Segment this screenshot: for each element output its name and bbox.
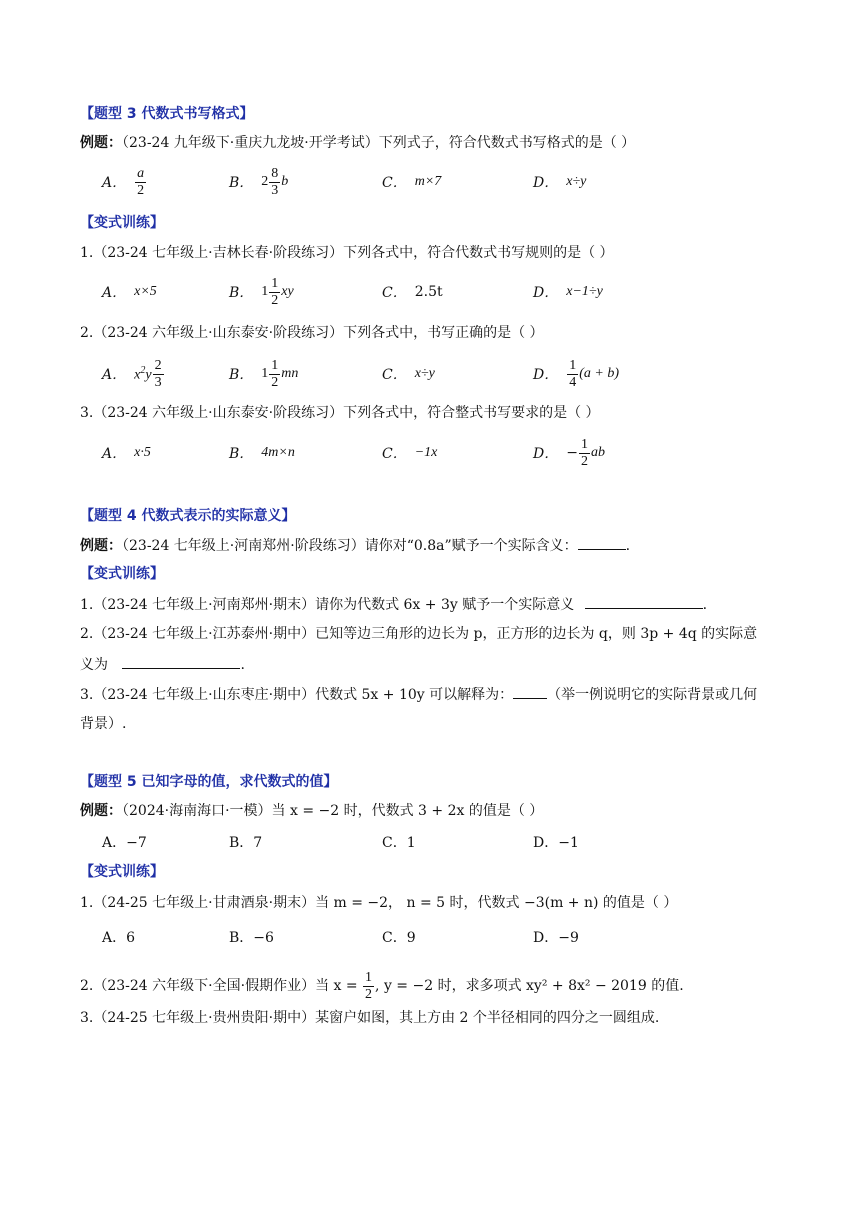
option-text: −1x (414, 445, 438, 460)
answer-blank[interactable] (122, 654, 240, 669)
answer-blank[interactable] (578, 535, 626, 550)
section-5-example-options (102, 822, 802, 862)
question-text-cont: 义为 (80, 657, 108, 673)
section-4-example: 例题：（23-24 七年级上·河南郑州·阶段练习）请你对“0.8a”赋予一个实际含义： . (80, 535, 630, 556)
question-4-2-cont: 义为 . (80, 654, 245, 675)
practice-label: 【变式训练】 (80, 864, 164, 880)
fraction-8-over-3: $\frac{8}{3}$ (271, 165, 279, 198)
option-d[interactable]: D． x−1÷y (533, 284, 603, 301)
question-text: 3.（24-25 七年级上·贵州贵阳·期中）某窗户如图，其上方由 2 个半径相同的四分之一圆组成. (80, 1010, 660, 1026)
practice-label: 【变式训练】 (80, 566, 164, 582)
question-5-2 (80, 966, 684, 1006)
question-4-3 (80, 684, 757, 705)
option-c[interactable]: C． −1x (382, 445, 438, 462)
question-text-after: , y = −2 时，求多项式 xy² + 8x² − 2019 的值. (375, 978, 684, 994)
option-a[interactable]: A． $x^2y$ $\frac{2}{3}$ (102, 357, 162, 390)
option-c[interactable]: C．9 (382, 930, 416, 946)
question-text: 3.（23-24 六年级上·山东泰安·阶段练习）下列各式中，符合整式书写要求的是（ ） (80, 405, 600, 421)
section-4-heading: 【题型 4 代数式表示的实际意义】 (80, 508, 296, 524)
question-options (102, 433, 802, 473)
question-text-cont: 背景）. (80, 716, 127, 732)
question-text: 2.（23-24 七年级上·江苏泰州·期中）已知等边三角形的边长为 p，正方形的边长为 q，则 3p + 4q 的实际意 (80, 626, 758, 642)
section-3-heading: 【题型 3 代数式书写格式】 (80, 106, 254, 122)
option-c[interactable] (382, 162, 441, 202)
question-text: 1.（23-24 七年级上·河南郑州·期末）请你为代数式 6x + 3y 赋予一个实际意义 (80, 597, 575, 613)
option-text: m×7 (414, 174, 442, 189)
section-3-example-options (102, 162, 802, 202)
question-text-after: （举一例说明它的实际背景或几何 (547, 687, 758, 703)
option-c[interactable]: C．1 (382, 835, 416, 851)
option-c[interactable]: C． x÷y (382, 366, 435, 383)
option-a[interactable]: A．6 (102, 930, 136, 946)
option-c[interactable]: C． 2.5t (382, 284, 443, 301)
option-d[interactable] (533, 162, 586, 202)
option-d[interactable]: D． − $\frac{1}{2}$ ab (533, 436, 605, 469)
option-b[interactable]: B．−6 (229, 930, 274, 946)
option-letter: D． (533, 175, 559, 191)
option-b[interactable]: B． 2 $\frac{8}{3}$ b (229, 165, 289, 198)
question-options (102, 354, 802, 394)
option-a[interactable]: A． x×5 (102, 284, 157, 301)
option-a[interactable]: A．−7 (102, 835, 147, 851)
option-letter: C． (382, 175, 407, 191)
section-3-example (80, 133, 635, 153)
option-d[interactable]: D．−1 (533, 835, 579, 851)
option-text: x×5 (134, 284, 157, 299)
option-letter: A． (102, 175, 127, 191)
option-a[interactable]: A． x·5 (102, 445, 151, 462)
option-d[interactable]: D．−9 (533, 930, 579, 946)
fraction-a-over-2: $\frac{a}{2}$ (137, 165, 145, 198)
question-text: 2.（23-24 六年级上·山东泰安·阶段练习）下列各式中，书写正确的是（ ） (80, 325, 544, 341)
practice-label: 【变式训练】 (80, 215, 164, 231)
option-letter: B． (229, 175, 254, 191)
question-4-1: 1.（23-24 七年级上·河南郑州·期末）请你为代数式 6x + 3y 赋予一个实际意义 . (80, 594, 707, 615)
question-options (102, 917, 802, 957)
example-label: 例题： (80, 538, 122, 554)
option-b[interactable]: B．7 (229, 835, 263, 851)
question-text: 3.（23-24 七年级上·山东枣庄·期中）代数式 5x + 10y 可以解释为： (80, 687, 514, 703)
answer-blank[interactable] (585, 594, 703, 609)
answer-blank[interactable] (513, 684, 547, 699)
section-5-heading: 【题型 5 已知字母的值，求代数式的值】 (80, 774, 338, 790)
question-options (102, 272, 802, 312)
option-b[interactable]: B． 1 $\frac{1}{2}$ mn (229, 357, 299, 390)
option-b[interactable]: B． 1 $\frac{1}{2}$ xy (229, 275, 294, 308)
example-label: 例题： (80, 135, 122, 151)
option-b[interactable]: B． 4m×n (229, 445, 295, 462)
section-5-example (80, 801, 543, 821)
example-text: （2024·海南海口·一模）当 x = −2 时，代数式 3 + 2x 的值是（ ） (122, 803, 544, 819)
option-d[interactable]: D． $\frac{1}{4}$ (a + b) (533, 357, 620, 390)
fraction-1-over-2: $\frac{1}{2}$ (365, 969, 373, 1002)
example-label: 例题： (80, 803, 122, 819)
example-text: （23-24 七年级上·河南郑州·阶段练习）请你对“0.8a”赋予一个实际含义： (122, 538, 578, 554)
question-text: 1.（24-25 七年级上·甘肃酒泉·期末）当 m = −2， n = 5 时，代数式 −3(m + n) 的值是（ ） (80, 895, 678, 911)
option-text: x÷y (414, 366, 435, 381)
option-text: 4m×n (261, 445, 295, 460)
question-text: 2.（23-24 六年级下·全国·假期作业）当 x = (80, 978, 358, 994)
option-text: 2.5t (414, 284, 443, 300)
option-text: x−1÷y (566, 284, 603, 299)
option-a[interactable] (102, 162, 147, 202)
option-text: x÷y (566, 174, 587, 189)
question-text: 1.（23-24 七年级上·吉林长春·阶段练习）下列各式中，符合代数式书写规则的是（ ） (80, 245, 614, 261)
option-text: x·5 (134, 445, 151, 460)
example-text: （23-24 九年级下·重庆九龙坡·开学考试）下列式子，符合代数式书写格式的是（ ） (122, 135, 636, 151)
